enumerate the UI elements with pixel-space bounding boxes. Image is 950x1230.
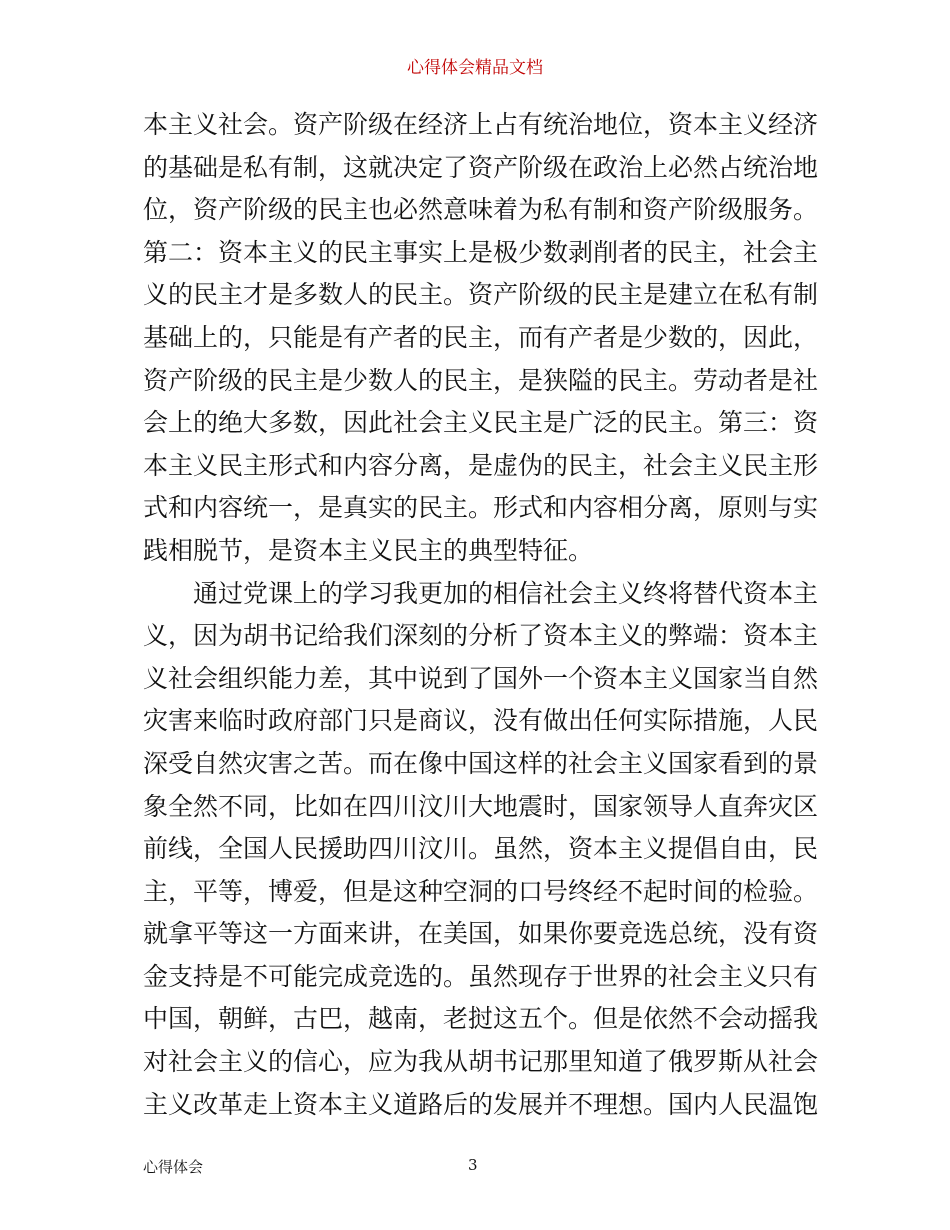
text-line: 会上的绝大多数，因此社会主义民主是广泛的民主。第三：资 <box>143 408 819 438</box>
text-line: 义，因为胡书记给我们深刻的分析了资本主义的弊端：资本主 <box>143 621 819 651</box>
text-line: 对社会主义的信心，应为我从胡书记那里知道了俄罗斯从社会 <box>143 1047 819 1077</box>
text-line: 本主义民主形式和内容分离，是虚伪的民主，社会主义民主形 <box>143 450 819 480</box>
text-line: 象全然不同，比如在四川汶川大地震时，国家领导人直奔灾区 <box>143 791 819 821</box>
text-line: 主义改革走上资本主义道路后的发展并不理想。国内人民温饱 <box>143 1089 819 1119</box>
text-line: 践相脱节，是资本主义民主的典型特征。 <box>143 535 594 565</box>
paragraph-1 <box>143 104 823 573</box>
text-line: 的基础是私有制，这就决定了资产阶级在政治上必然占统治地 <box>143 152 819 182</box>
text-line: 基础上的，只能是有产者的民主，而有产者是少数的，因此， <box>143 322 819 352</box>
text-line: 义社会组织能力差，其中说到了国外一个资本主义国家当自然 <box>143 663 819 693</box>
text-line: 位，资产阶级的民主也必然意味着为私有制和资产阶级服务。 <box>143 195 819 225</box>
paragraph-2 <box>143 573 823 1127</box>
text-line: 前线，全国人民援助四川汶川。虽然，资本主义提倡自由，民 <box>143 834 819 864</box>
text-line: 式和内容统一，是真实的民主。形式和内容相分离，原则与实 <box>143 493 819 523</box>
text-line: 义的民主才是多数人的民主。资产阶级的民主是建立在私有制 <box>143 280 819 310</box>
text-line: 第二：资本主义的民主事实上是极少数剥削者的民主，社会主 <box>143 237 819 267</box>
text-line: 主，平等，博爱，但是这种空洞的口号终经不起时间的检验。 <box>143 876 819 906</box>
page-header-title: 心得体会精品文档 <box>407 58 543 78</box>
text-line-first: 通过党课上的学习我更加的相信社会主义终将替代资本主 <box>193 578 819 608</box>
body-text <box>143 104 823 1126</box>
text-line: 资产阶级的民主是少数人的民主，是狭隘的民主。劳动者是社 <box>143 365 819 395</box>
text-line: 本主义社会。资产阶级在经济上占有统治地位，资本主义经济 <box>143 110 819 139</box>
text-line: 中国，朝鲜，古巴，越南，老挝这五个。但是依然不会动摇我 <box>143 1004 819 1034</box>
footer-label: 心得体会 <box>143 1158 204 1176</box>
page-number: 3 <box>468 1156 478 1174</box>
text-line: 深受自然灾害之苦。而在像中国这样的社会主义国家看到的景 <box>143 748 819 778</box>
text-line: 就拿平等这一方面来讲，在美国，如果你要竞选总统，没有资 <box>143 919 819 949</box>
text-line: 灾害来临时政府部门只是商议，没有做出任何实际措施，人民 <box>143 706 819 736</box>
text-line: 金支持是不可能完成竞选的。虽然现存于世界的社会主义只有 <box>143 961 819 991</box>
